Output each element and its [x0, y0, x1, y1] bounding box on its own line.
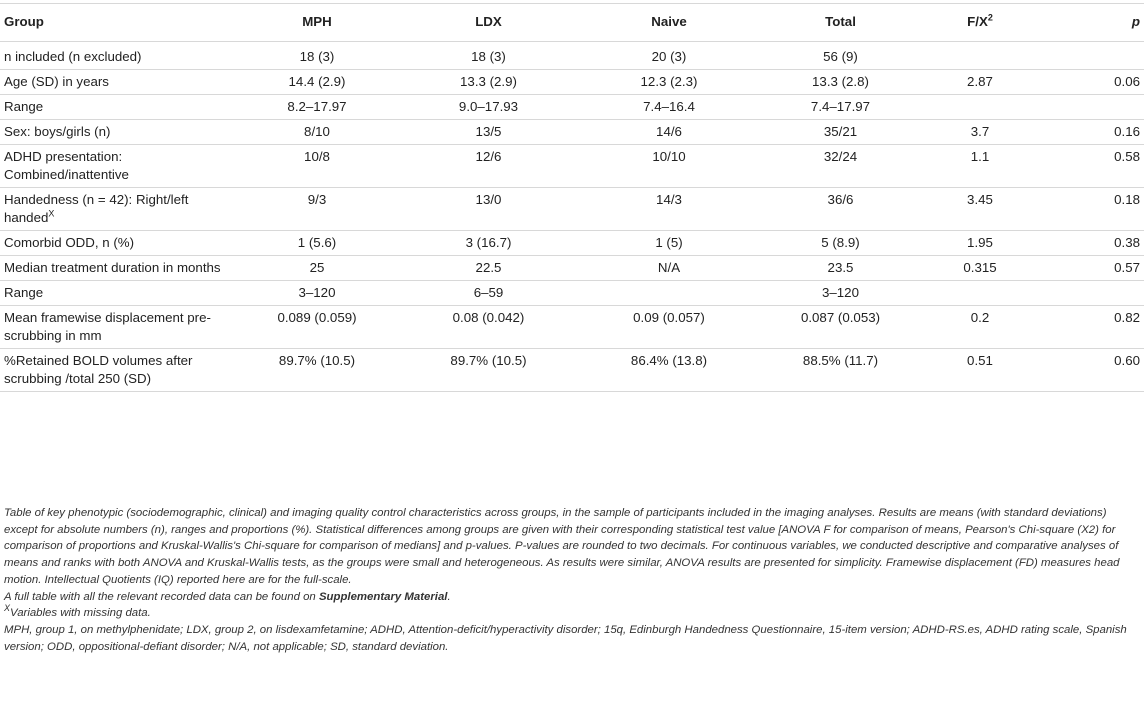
supplementary-link[interactable]: Supplementary Material	[318, 590, 448, 603]
missing-data-text: Variables with missing data.	[10, 607, 151, 620]
cell-naive: 0.09 (0.057)	[581, 306, 757, 349]
cell-naive: 20 (3)	[581, 42, 757, 70]
cell-naive: 14/3	[581, 188, 757, 231]
table-row	[0, 188, 1144, 231]
cell-ldx: 22.5	[396, 256, 581, 281]
header-total: Total	[757, 4, 924, 42]
cell-naive: 12.3 (2.3)	[581, 70, 757, 95]
table-row	[0, 349, 1144, 392]
cell-p: 0.57	[1036, 256, 1144, 281]
row-label	[0, 188, 238, 231]
row-label: Range	[0, 281, 238, 306]
cell-fx	[924, 281, 1036, 306]
cell-total: 5 (8.9)	[757, 231, 924, 256]
cell-naive: 14/6	[581, 120, 757, 145]
cell-total: 13.3 (2.8)	[757, 70, 924, 95]
row-label: Age (SD) in years	[0, 70, 238, 95]
header-group: Group	[0, 4, 238, 42]
row-label: ADHD presentation: Combined/inattentive	[0, 145, 238, 188]
row-label: Sex: boys/girls (n)	[0, 120, 238, 145]
row-label: %Retained BOLD volumes after scrubbing /total 250 (SD)	[0, 349, 238, 392]
table-row	[0, 70, 1144, 95]
cell-total: 88.5% (11.7)	[757, 349, 924, 392]
cell-naive: N/A	[581, 256, 757, 281]
cell-p: 0.16	[1036, 120, 1144, 145]
cell-total: 3–120	[757, 281, 924, 306]
cell-fx: 1.1	[924, 145, 1036, 188]
row-label: Median treatment duration in months	[0, 256, 238, 281]
table-caption: Table of key phenotypic (sociodemographic, clinical) and imaging quality control characteristics across groups, in the sample of participants included in the imaging analyses. Results are means (with standard deviations) except for absolute numbers (n), ranges and proportions (%). Statistical differences among groups are given with their corresponding statistical test value [ANOVA F for comparison of means, Pearson's Chi-square (X2) for comparison of proportions and Kruskal-Wallis's Chi-square for comparison of medians] and p-values. P-values are rounded to two decimals. For continuous variables, we conducted descriptive and comparative analyses of means and ranks with both ANOVA and Kruskal-Wallis tests, as the groups were small and heterogeneous. As results were similar, ANOVA results are presented for simplicity. Framewise displacement (FD) measures head motion. Intellectual Quotients (IQ) reported here are for the full-scale.	[4, 507, 1120, 586]
cell-naive	[581, 281, 757, 306]
table-row	[0, 281, 1144, 306]
cell-ldx: 9.0–17.93	[396, 95, 581, 120]
header-naive: Naive	[581, 4, 757, 42]
cell-mph: 10/8	[238, 145, 396, 188]
cell-mph: 8/10	[238, 120, 396, 145]
cell-ldx: 13/5	[396, 120, 581, 145]
cell-p: 0.38	[1036, 231, 1144, 256]
cell-fx: 0.315	[924, 256, 1036, 281]
cell-ldx: 3 (16.7)	[396, 231, 581, 256]
cell-p: 0.18	[1036, 188, 1144, 231]
header-fx: $F/X^2$	[924, 4, 1036, 42]
row-label: Comorbid ODD, n (%)	[0, 231, 238, 256]
table-row	[0, 120, 1144, 145]
cell-total: 0.087 (0.053)	[757, 306, 924, 349]
cell-total: 32/24	[757, 145, 924, 188]
cell-total: 23.5	[757, 256, 924, 281]
table-row	[0, 42, 1144, 70]
table-row	[0, 306, 1144, 349]
cell-mph: 18 (3)	[238, 42, 396, 70]
table-row	[0, 256, 1144, 281]
cell-total: 56 (9)	[757, 42, 924, 70]
cell-mph: 8.2–17.97	[238, 95, 396, 120]
cell-p: 0.58	[1036, 145, 1144, 188]
cell-p: 0.60	[1036, 349, 1144, 392]
cell-fx: 0.51	[924, 349, 1036, 392]
cell-mph: 14.4 (2.9)	[238, 70, 396, 95]
table-row	[0, 95, 1144, 120]
table-row	[0, 231, 1144, 256]
cell-ldx: 89.7% (10.5)	[396, 349, 581, 392]
table-header-row	[0, 4, 1144, 42]
cell-total: 7.4–17.97	[757, 95, 924, 120]
cell-fx	[924, 42, 1036, 70]
cell-naive: 86.4% (13.8)	[581, 349, 757, 392]
header-p: p	[1036, 4, 1144, 42]
missing-data-marker: X	[48, 208, 55, 219]
header-fx-superscript: 2	[987, 12, 993, 23]
missing-data-note	[4, 605, 1140, 622]
cell-ldx: 12/6	[396, 145, 581, 188]
cell-p: 0.06	[1036, 70, 1144, 95]
table-footnotes	[4, 505, 1140, 655]
cell-ldx: 18 (3)	[396, 42, 581, 70]
cell-mph: 89.7% (10.5)	[238, 349, 396, 392]
cell-naive: 10/10	[581, 145, 757, 188]
cell-fx	[924, 95, 1036, 120]
supplementary-prefix: A full table with all the relevant recorded data can be found on	[4, 590, 319, 603]
cell-fx: 1.95	[924, 231, 1036, 256]
cell-total: 36/6	[757, 188, 924, 231]
cell-ldx: 6–59	[396, 281, 581, 306]
row-label: n included (n excluded)	[0, 42, 238, 70]
table-row	[0, 145, 1144, 188]
handedness-label: Handedness (n = 42): Right/left handed	[4, 192, 189, 225]
cell-mph: 1 (5.6)	[238, 231, 396, 256]
row-label: Range	[0, 95, 238, 120]
row-label: Mean framewise displacement pre-scrubbing in mm	[0, 306, 238, 349]
cell-fx: 3.7	[924, 120, 1036, 145]
cell-p: 0.82	[1036, 306, 1144, 349]
header-ldx: LDX	[396, 4, 581, 42]
cell-fx: 0.2	[924, 306, 1036, 349]
cell-mph: 0.089 (0.059)	[238, 306, 396, 349]
cell-ldx: 13/0	[396, 188, 581, 231]
cell-ldx: 13.3 (2.9)	[396, 70, 581, 95]
cell-mph: 9/3	[238, 188, 396, 231]
cell-p	[1036, 281, 1144, 306]
cell-ldx: 0.08 (0.042)	[396, 306, 581, 349]
cell-fx: 3.45	[924, 188, 1036, 231]
cell-total: 35/21	[757, 120, 924, 145]
cell-naive: 1 (5)	[581, 231, 757, 256]
phenotypic-table	[0, 3, 1144, 392]
cell-p	[1036, 42, 1144, 70]
cell-p	[1036, 95, 1144, 120]
cell-mph: 3–120	[238, 281, 396, 306]
cell-naive: 7.4–16.4	[581, 95, 757, 120]
cell-mph: 25	[238, 256, 396, 281]
cell-fx: 2.87	[924, 70, 1036, 95]
missing-data-marker: X	[4, 603, 11, 614]
header-mph: MPH	[238, 4, 396, 42]
supplementary-suffix: .	[447, 590, 451, 603]
supplementary-note	[4, 589, 1140, 606]
abbreviations-note: MPH, group 1, on methylphenidate; LDX, group 2, on lisdexamfetamine; ADHD, Attention-deficit/hyperactivity disorder; 15q, Edinburgh Handedness Questionnaire, 15-item version; ADHD-RS.es, ADHD rating scale, Spanish version; ODD, oppositional-defiant disorder; N/A, not applicable; SD, standard deviation.	[4, 623, 1127, 653]
